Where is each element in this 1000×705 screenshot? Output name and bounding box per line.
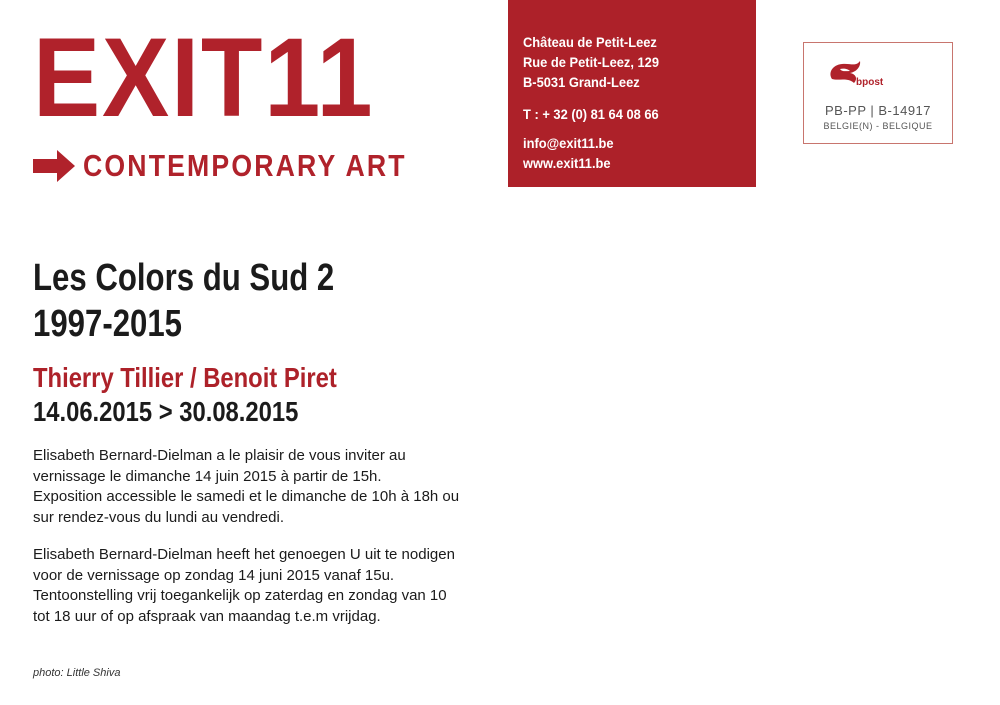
nl-line-3: Tentoonstelling vrij toegankelijk op zaterdag en zondag van 10	[33, 587, 447, 604]
title-line-2: 1997-2015	[33, 303, 183, 345]
website-link[interactable]: www.exit11.be	[523, 155, 611, 171]
stamp-code: PB-PP | B-14917	[824, 103, 932, 118]
stamp-country: BELGIE(N) - BELGIQUE	[823, 121, 933, 131]
exit11-logo: EXIT11	[33, 15, 375, 140]
nl-line-2: voor de vernissage op zondag 14 juni 2015 vanaf 15u.	[33, 566, 395, 584]
artists: Thierry Tillier / Benoit Piret	[33, 362, 337, 393]
bpost-brand: bpost	[856, 77, 884, 88]
exhibition-title	[33, 255, 334, 347]
exhibition-dates: 14.06.2015 > 30.08.2015	[33, 396, 299, 427]
fr-line-1: Elisabeth Bernard-Dielman a le plaisir de vous inviter au	[33, 447, 406, 464]
address-line-1: Château de Petit-Leez	[523, 34, 657, 50]
email-link[interactable]: info@exit11.be	[523, 135, 614, 151]
address-line-2: Rue de Petit-Leez, 129	[523, 54, 660, 70]
fr-line-3: Exposition accessible le samedi et le dimanche de 10h à 18h ou	[33, 488, 460, 505]
nl-line-4: tot 18 uur of op afspraak van maandag t.e.m vrijdag.	[33, 607, 381, 625]
logo-subtitle	[33, 146, 459, 186]
text-french	[33, 446, 553, 528]
text-dutch	[33, 545, 553, 627]
fr-line-2: vernissage le dimanche 14 juin 2015 à partir de 15h.	[33, 467, 382, 485]
address-line-3: B-5031 Grand-Leez	[523, 74, 640, 90]
postage-stamp	[803, 42, 953, 144]
title-line-1: Les Colors du Sud 2	[33, 257, 335, 299]
nl-line-1: Elisabeth Bernard-Dielman heeft het genoegen U uit te nodigen	[33, 546, 455, 563]
address-box	[508, 0, 756, 187]
fr-line-4: sur rendez-vous du lundi au vendredi.	[33, 508, 284, 526]
photo-credit: photo: Little Shiva	[33, 667, 121, 679]
phone-number: T : + 32 (0) 81 64 08 66	[523, 106, 659, 122]
logo-subtitle-text: CONTEMPORARY ART	[83, 148, 407, 183]
arrow-right-icon	[33, 148, 75, 184]
